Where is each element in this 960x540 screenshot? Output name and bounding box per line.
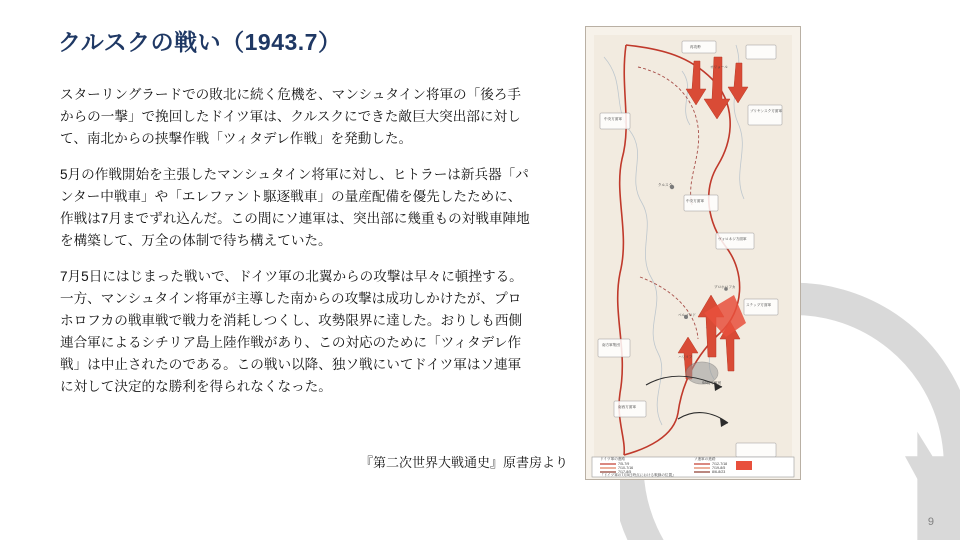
map-label-8: ベルゴロド xyxy=(678,313,696,317)
body-paragraph-1: スターリングラードでの敗北に続く危機を、マンシュタイン将軍の「後ろ手からの一撃」で挽回したドイツ軍は、クルスクにできた敵巨大突出部に対して、南北からの挟撃作戦「ツィタデレ作戦」を発動した。 xyxy=(60,87,522,147)
map-label-11: 南方軍集団 xyxy=(602,343,620,347)
map-label-5: 中央方面軍 xyxy=(686,199,704,203)
map-label-7: プロホロフカ xyxy=(714,285,736,289)
map-legend-left-entry-0: 7/5-7/9 xyxy=(618,462,630,466)
map-legend-right-entry-0: 7/12-7/18 xyxy=(712,462,728,466)
page-title-paren-open: （ xyxy=(221,29,245,55)
map-legend-footnote: 『ドイツ軍の7月5日時点における戦線の位置』 xyxy=(600,473,676,477)
map-label-6: ヴォロネジ方面軍 xyxy=(718,237,747,241)
map-label-3: ブリヤンスク方面軍 xyxy=(750,109,782,113)
map-legend-left-entry-1: 7/10-7/16 xyxy=(618,466,634,470)
map-label-9: ステップ方面軍 xyxy=(746,303,772,307)
battle-map-figure xyxy=(585,26,801,480)
map-legend-left-entry-2: 7/17-8/5 xyxy=(618,470,632,474)
page-number: 9 xyxy=(927,516,934,528)
map-legend-left-title: ドイツ軍の進路 xyxy=(600,457,625,461)
map-label-0: 再攻勢 xyxy=(690,45,701,49)
body-paragraph-2: 5月の作戦開始を主張したマンシュタイン将軍に対し、ヒトラーは新兵器「パンター中戦車」や「エレファント駆逐戦車」の量産配備を優先したために、作戦は7月までずれ込んだ。この間にソ連軍は、突出部に幾重もの対戦車陣地を構築して、万全の体制で待ち構えていた。 xyxy=(60,167,530,249)
battle-map-image xyxy=(586,27,800,479)
page-title-paren-close: ） xyxy=(317,29,342,55)
map-label-13: 南西方面軍 xyxy=(618,405,636,409)
map-legend-right-title: ソ連軍の進路 xyxy=(694,457,716,461)
page-title-main: クルスクの戦い xyxy=(58,29,222,55)
map-label-10: ハリコフ xyxy=(678,355,693,359)
body-paragraph-3: 7月5日にはじまった戦いで、ドイツ軍の北翼からの攻撃は早々に頓挫する。一方、マンシュタイン将軍が主導した南からの攻撃は成功しかけたが、プロホロフカの戦車戦で戦力を消耗しつくし、攻勢限界に達した。おりしも西側連合軍によるシチリア島上陸作戦があり、この対応のために「ツィタデレ作戦」は中止されたのである。この戦い以降、独ソ戦にいてドイツ軍はソ連軍に対して決定的な勝利を得られなくなった。 xyxy=(60,269,523,395)
map-legend-right-entry-1: 7/19-8/5 xyxy=(712,466,726,470)
page-title xyxy=(58,24,341,57)
map-label-1: オリョール xyxy=(710,65,728,69)
map-label-2: 中央方面軍 xyxy=(604,117,622,121)
page-title-year: 1943.7 xyxy=(244,29,318,55)
map-label-4: クルスク xyxy=(658,183,673,187)
body-text-block xyxy=(60,84,530,398)
map-legend-right-entry-2: 8/6-8/23 xyxy=(712,470,726,474)
map-label-12: SS装甲軍団 xyxy=(702,381,722,385)
source-caption: 『第二次世界大戦通史』原書房より xyxy=(360,455,569,470)
